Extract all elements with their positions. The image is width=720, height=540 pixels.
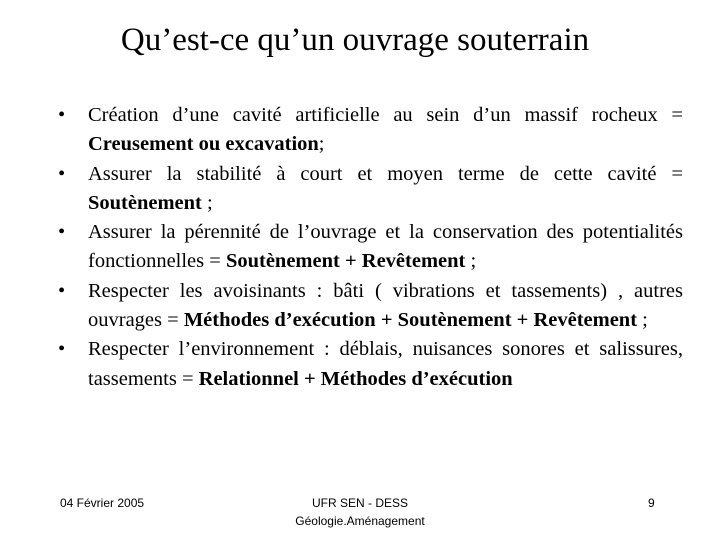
bullet-item [58, 277, 683, 336]
footer-center [260, 494, 460, 530]
footer-center-line1: UFR SEN - DESS [311, 496, 408, 510]
bullet-text: ; [465, 250, 477, 273]
bullet-marker: • [58, 162, 66, 185]
bullet-marker: • [58, 279, 66, 302]
footer-center-line2: Géologie.Aménagement [295, 514, 425, 528]
bullet-marker: • [58, 221, 66, 244]
footer-page-number: 9 [648, 496, 655, 510]
bullet-text: Assurer la pérennité de l’ouvrage et la conservation des potentialités fonctionnelles = [88, 221, 683, 273]
bullet-text: Respecter les avoisinants : bâti ( vibrations et tassements) , autres ouvrages = [88, 279, 683, 332]
footer-date: 04 Février 2005 [60, 496, 145, 510]
bullet-emphasis: Creusement ou excavation [88, 133, 319, 156]
bullet-marker: • [58, 104, 66, 126]
bullet-marker: • [58, 338, 66, 361]
bullet-item [58, 101, 683, 160]
bullet-text: Création d’une cavité artificielle au sein d’un massif rocheux = [88, 104, 683, 126]
bullet-emphasis: Soutènement [88, 191, 202, 214]
bullet-text: Assurer la stabilité à court et moyen terme de cette cavité = [88, 162, 683, 185]
bullet-text: ; [201, 191, 213, 214]
bullet-item [58, 160, 683, 219]
bullet-emphasis: Soutènement + Revêtement [225, 250, 466, 273]
bullet-item [58, 335, 683, 394]
bullet-text: ; [318, 133, 325, 156]
slide-title: Qu’est-ce qu’un ouvrage souterrain [120, 22, 590, 58]
bullet-emphasis: Relationnel + Méthodes d’exécution [198, 367, 513, 390]
bullet-text: Respecter l’environnement : déblais, nuisances sonores et salissures, tassements = [88, 338, 683, 390]
bullet-list [58, 101, 683, 394]
bullet-emphasis: Méthodes d’exécution + Soutènement + Revêtement [183, 309, 638, 332]
bullet-text: ; [637, 309, 648, 332]
bullet-item [58, 218, 683, 277]
